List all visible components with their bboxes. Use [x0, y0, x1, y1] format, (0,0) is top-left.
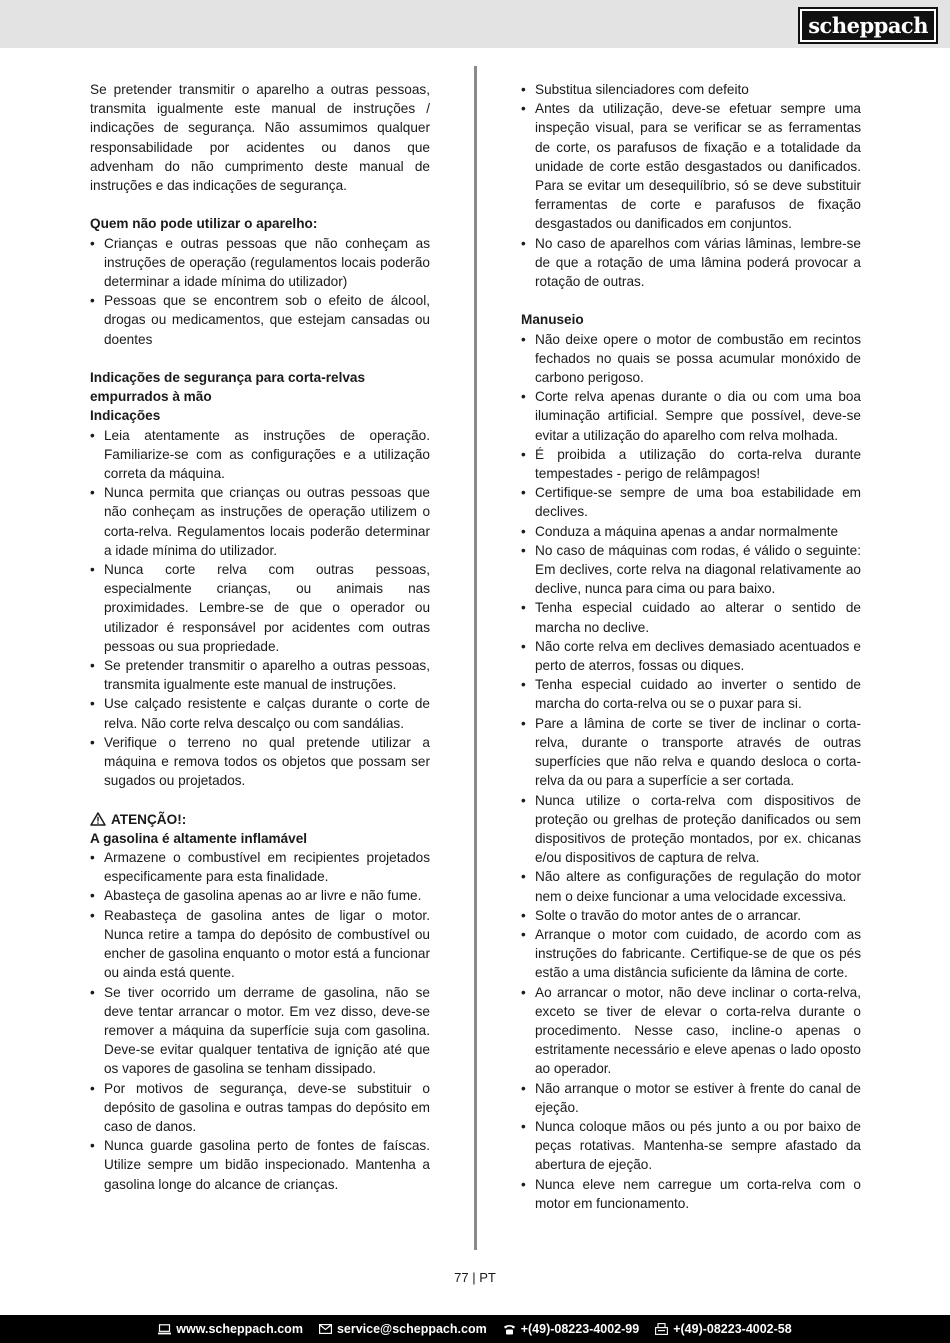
list-item: • Verifique o terreno no qual pretende utilizar a máquina e remova todos os objetos que possam ser sugados ou projetados. [90, 733, 430, 791]
list-item: • Corte relva apenas durante o dia ou com uma boa iluminação artificial. Sempre que possível, deve-se evitar a utilização do aparelho com relva molhada. [521, 387, 861, 445]
gasoline-heading: A gasolina é altamente inflamável [90, 830, 308, 846]
list-item: • No caso de aparelhos com várias lâminas, lembre-se de que a rotação de uma lâmina poderá provocar a rotação de outras. [521, 234, 861, 292]
right-column [521, 80, 861, 1213]
list-item: • Nunca guarde gasolina perto de fontes de faíscas. Utilize sempre um bidão inspecionado. Mantenha a gasolina longe do alcance de crianças. [90, 1136, 430, 1194]
indicacoes-list [90, 426, 430, 791]
who-list [90, 234, 430, 349]
list-item: • Arranque o motor com cuidado, de acordo com as instruções do fabricante. Certifique-se de que os pés estão a uma distância suficiente da lâmina de corte. [521, 925, 861, 983]
gasoline-list [90, 848, 430, 1194]
list-item: • Nunca eleve nem carregue um corta-relva com o motor em funcionamento. [521, 1175, 861, 1213]
fax-number: +(49)-08223-4002-58 [673, 1322, 792, 1336]
list-item: • Não corte relva em declives demasiado acentuados e perto de aterros, fossas ou diques. [521, 637, 861, 675]
fax-icon [655, 1323, 668, 1335]
list-item: • Reabasteça de gasolina antes de ligar o motor. Nunca retire a tampa do depósito de combustível ou encher de gasolina enquanto o motor está a funcionar ou ainda está quente. [90, 906, 430, 983]
list-item: • Se pretender transmitir o aparelho a outras pessoas, transmita igualmente este manual de instruções. [90, 656, 430, 694]
list-item: • Pessoas que se encontrem sob o efeito de álcool, drogas ou medicamentos, que estejam cansadas ou doentes [90, 291, 430, 349]
list-item: • Conduza a máquina apenas a andar normalmente [521, 522, 861, 541]
page-number: 77 | PT [454, 1270, 496, 1285]
list-item: • Nunca corte relva com outras pessoas, especialmente crianças, ou animais nas proximidades. Lembre-se de que o operador ou utilizador é responsável por acidentes com outras pessoas ou sua propriedade. [90, 560, 430, 656]
footer-bar [0, 1315, 950, 1343]
website-link[interactable]: www.scheppach.com [176, 1322, 303, 1336]
manuseio-heading: Manuseio [521, 312, 584, 328]
list-item: • Tenha especial cuidado ao inverter o sentido de marcha do corta-relva ou se o puxar para si. [521, 675, 861, 713]
list-item: • Use calçado resistente e calças durante o corte de relva. Não corte relva descalço ou com sandálias. [90, 694, 430, 732]
attention-label: ATENÇÃO!: [111, 811, 187, 827]
list-item: • É proibida a utilização do corta-relva durante tempestades - perigo de relâmpagos! [521, 445, 861, 483]
list-item: • Certifique-se sempre de uma boa estabilidade em declives. [521, 483, 861, 521]
warning-triangle-icon [90, 812, 106, 826]
attention-heading [90, 810, 430, 829]
top-bar [0, 0, 950, 48]
indicacoes-heading: Indicações [90, 408, 161, 424]
list-item: • Se tiver ocorrido um derrame de gasolina, não se deve tentar arrancar o motor. Em vez disso, deve-se remover a máquina da superfície suja com gasolina. Deve-se evitar qualquer tentativa de ignição até que os vapores de gasolina se tenham dissipado. [90, 983, 430, 1079]
list-item: • Armazene o combustível em recipientes projetados especificamente para esta finalidade. [90, 848, 430, 886]
list-item: • Não altere as configurações de regulação do motor nem o deixe funcionar a uma velocidade excessiva. [521, 867, 861, 905]
list-item: • No caso de máquinas com rodas, é válido o seguinte: Em declives, corte relva na diagonal relativamente ao declive, nunca para cima ou para baixo. [521, 541, 861, 599]
list-item: • Solte o travão do motor antes de o arrancar. [521, 906, 861, 925]
list-item: • Não deixe opere o motor de combustão em recintos fechados no quais se possa acumular monóxido de carbono perigoso. [521, 330, 861, 388]
manuseio-list [521, 330, 861, 1213]
footer-website[interactable] [158, 1322, 303, 1336]
list-item: • Pare a lâmina de corte se tiver de inclinar o corta-relva, durante o transporte através de outras superfícies que não relva e quando desloca o corta-relva da ou para a superfície a ser cortada. [521, 714, 861, 791]
list-item: • Não arranque o motor se estiver à frente do canal de ejeção. [521, 1079, 861, 1117]
safety-heading: Indicações de segurança para corta-relvas empurrados à mão [90, 370, 366, 405]
list-item: • Antes da utilização, deve-se efetuar sempre uma inspeção visual, para se verificar se as ferramentas de corte, os parafusos de fixação e a totalidade da unidade de corte estão desgastados ou danificados. Para se evitar um desequilíbrio, só se deve substituir ferramentas de corte e parafusos de fixação desgastados ou danificados em conjuntos. [521, 99, 861, 233]
list-item: • Nunca utilize o corta-relva com dispositivos de proteção ou grelhas de proteção danificados ou sem dispositivos de proteção montados, por ex. chicanas e/ou dispositivos de captura de relva. [521, 791, 861, 868]
intro-paragraph: Se pretender transmitir o aparelho a outras pessoas, transmita igualmente este manual de instruções / indicações de segurança. Não assumimos qualquer responsabilidade por acidentes ou danos que advenham do não cumprimento deste manual de instruções e das indicações de segurança. [90, 82, 430, 194]
maintenance-list [521, 80, 861, 291]
list-item: • Nunca coloque mãos ou pés junto a ou por baixo de peças rotativas. Mantenha-se sempre afastado da abertura de ejeção. [521, 1117, 861, 1175]
list-item: • Tenha especial cuidado ao alterar o sentido de marcha no declive. [521, 598, 861, 636]
computer-icon [158, 1324, 171, 1335]
list-item: • Por motivos de segurança, deve-se substituir o depósito de gasolina e outras tampas do depósito em caso de danos. [90, 1079, 430, 1137]
left-column [90, 80, 430, 1194]
footer-phone [503, 1322, 640, 1336]
list-item: • Ao arrancar o motor, não deve inclinar o corta-relva, exceto se tiver de elevar o corta-relva durante o procedimento. Nesse caso, incline-o apenas o estritamente necessário e eleve apenas o lado oposto ao operador. [521, 983, 861, 1079]
email-link[interactable]: service@scheppach.com [336, 1322, 487, 1336]
footer-fax [655, 1322, 792, 1336]
who-heading: Quem não pode utilizar o aparelho: [90, 216, 318, 232]
list-item: • Abasteça de gasolina apenas ao ar livre e não fume. [90, 886, 430, 905]
footer-email[interactable] [319, 1322, 487, 1336]
mail-icon [319, 1324, 332, 1334]
scheppach-logo: scheppach [798, 7, 938, 44]
phone-number: +(49)-08223-4002-99 [520, 1322, 640, 1336]
list-item: • Crianças e outras pessoas que não conheçam as instruções de operação (regulamentos locais poderão determinar a idade mínima do utilizador) [90, 234, 430, 292]
list-item: • Substitua silenciadores com defeito [521, 80, 861, 99]
column-divider [474, 66, 477, 1250]
list-item: • Nunca permita que crianças ou outras pessoas que não conheçam as instruções de operação utilizem o corta-relva. Regulamentos locais poderão determinar a idade mínima do utilizador. [90, 483, 430, 560]
list-item: • Leia atentamente as instruções de operação. Familiarize-se com as configurações e a utilização correta da máquina. [90, 426, 430, 484]
phone-icon [503, 1324, 516, 1335]
